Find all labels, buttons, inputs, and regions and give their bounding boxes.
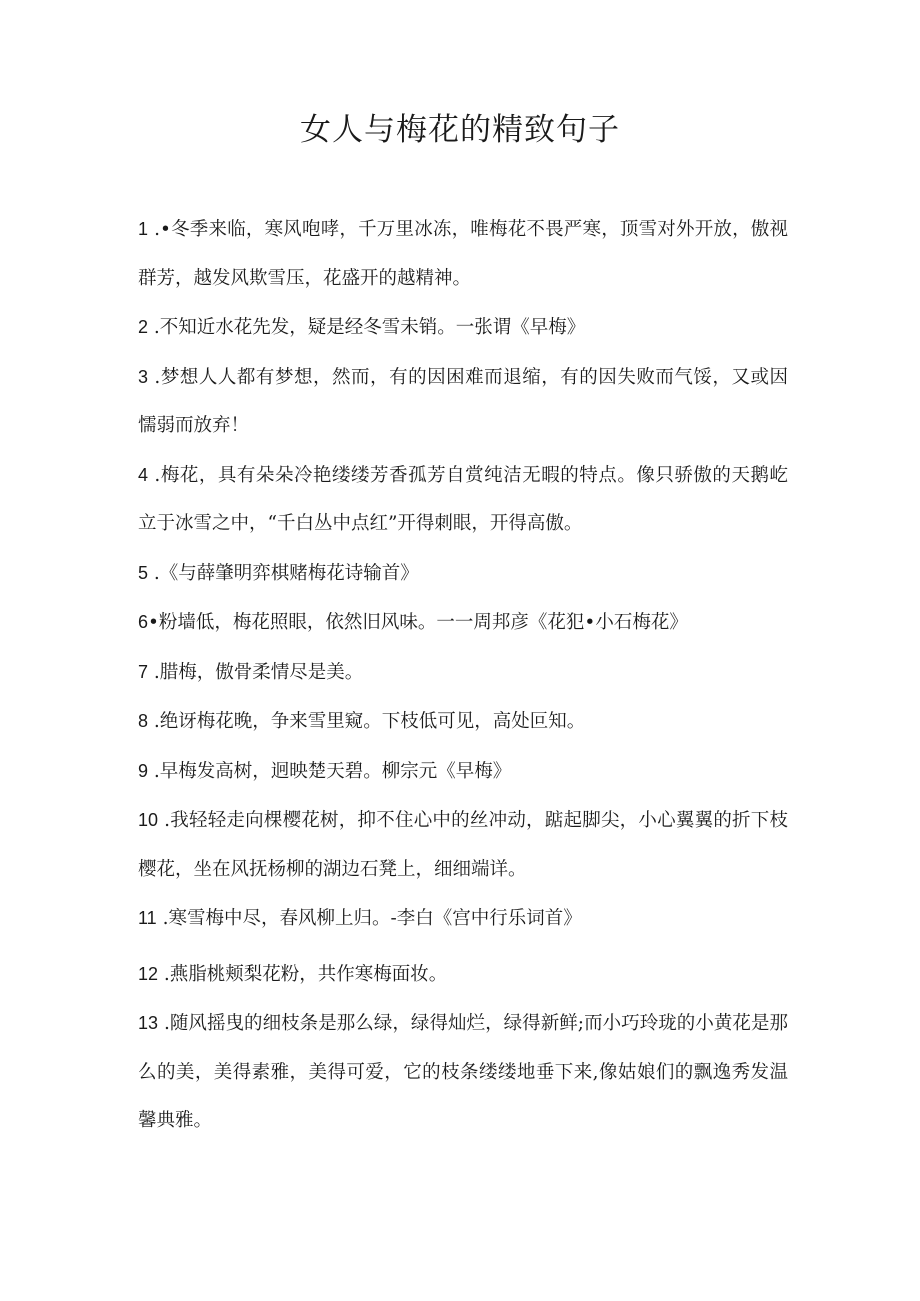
item-number: 2 [138, 317, 149, 337]
item-text: .《与薛肇明弈棋赌梅花诗输首》 [148, 562, 419, 584]
list-item [138, 894, 788, 944]
document-title: 女人与梅花的精致句子 [300, 112, 620, 148]
item-number: 13 [138, 1013, 159, 1033]
list-item [138, 697, 788, 747]
item-text: .梦想人人都有梦想，然而，有的因困难而退缩，有的因失败而气馁，又或因懦弱而放弃！ [138, 366, 788, 436]
list-item [138, 999, 788, 1146]
list-item [138, 205, 788, 303]
item-text: .绝讶梅花晚，争来雪里窥。下枝低可见，高处叵知。 [148, 711, 586, 732]
item-number: 7 [138, 661, 149, 682]
item-text: .梅花，具有朵朵冷艳缕缕芳香孤芳自赏纯洁无暇的特点。像只骄傲的天鹅屹立于冰雪之中，“千白丛中点红”开得刺眼，开得高傲。 [138, 464, 788, 534]
item-number: 11 [138, 908, 157, 928]
list-item [138, 796, 788, 894]
item-number: 4 [138, 464, 149, 485]
item-number: 3 [138, 366, 149, 387]
item-text: .•冬季来临，寒风咆哮，千万里冰冻，唯梅花不畏严寒，顶雪对外开放，傲视群芳，越发风欺雪压，花盛开的越精神。 [138, 219, 788, 289]
item-text: .不知近水花先发，疑是经冬雪未销。一张谓《早梅》 [148, 317, 586, 338]
item-number: 9 [138, 760, 149, 781]
item-number: 5 [138, 562, 149, 583]
list-item [138, 950, 788, 1000]
item-number: 12 [138, 963, 159, 984]
item-text: .我轻轻走向棵樱花树，抑不住心中的丝冲动，踮起脚尖，小心翼翼的折下枝樱花，坐在风抚杨柳的湖边石凳上，细细端详。 [138, 810, 788, 880]
item-text: .腊梅，傲骨柔情尽是美。 [148, 661, 364, 683]
list-item [138, 303, 788, 353]
item-text: .燕脂桃颊梨花粉，共作寒梅面妆。 [158, 963, 448, 985]
item-text: .随风摇曳的细枝条是那么绿，绿得灿烂，绿得新鲜;而小巧玲珑的小黄花是那么的美，美得素雅，美得可爱，它的枝条缕缕地垂下来,像姑娘们的飘逸秀发温馨典雅。 [138, 1013, 788, 1131]
item-number: 6 [138, 612, 149, 632]
list-item [138, 451, 788, 549]
list-item [138, 598, 788, 648]
list-item [138, 353, 788, 451]
item-text: .早梅发高树，迥映楚天碧。柳宗元《早梅》 [148, 760, 512, 782]
item-text: •粉墙低，梅花照眼，依然旧风味。一一周邦彦《花犯•小石梅花》 [148, 612, 688, 633]
item-number: 8 [138, 711, 149, 731]
item-number: 10 [138, 810, 159, 830]
sentence-list [138, 205, 788, 1146]
list-item [138, 747, 788, 797]
list-item [138, 648, 788, 698]
list-item [138, 549, 788, 599]
item-number: 1 [138, 219, 149, 239]
item-text: .寒雪梅中尽，春风柳上归。-李白《宫中行乐词首》 [156, 908, 582, 929]
